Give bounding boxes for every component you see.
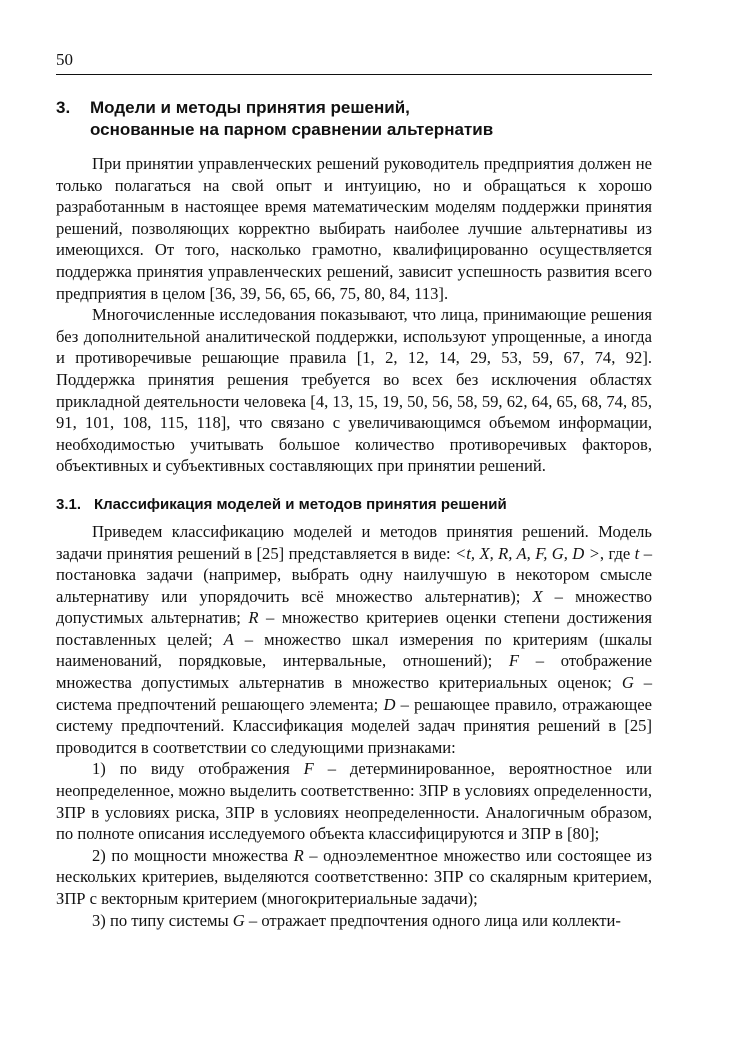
subsection-number: 3.1. (56, 495, 82, 513)
subsection-title: Классификация моделей и методов принятия решений (94, 495, 507, 513)
list-item: 3) по типу системы G – отражает предпочтения одного лица или коллекти- (92, 910, 621, 930)
paragraph: При принятии управленческих решений руководитель предприятия должен не только полагаться на свой опыт и интуицию, но и обращаться к хорошо разработанным в настоящее время математическим моделям поддержки принятия решений, позволяющих корректно выбирать наиболее лучшие альтернативы из имеющихся. От того, насколько грамотно, квалифицированно осуществляется поддержка принятия управленческих решений, зависит успешность развития всего предприятия в целом [36, 39, 56, 65, 66, 75, 80, 84, 113]. (56, 154, 652, 303)
section-title-line2: основанные на парном сравнении альтернатив (90, 120, 494, 139)
section-title-line1: Модели и методы принятия решений, (90, 98, 410, 117)
list-item: 1) по виду отображения F – детерминированное, вероятностное или неопределенное, можно выделить соответственно: ЗПР в условиях определенности, ЗПР в условиях риска, ЗПР в условиях неопределенности. Аналогичным образом, по полноте описания исследуемого объекта классифицируются и ЗПР в [80]; (56, 759, 652, 844)
section-heading (56, 97, 652, 141)
page-number: 50 (56, 50, 652, 75)
list-item: 2) по мощности множества R – одноэлементное множество или состоящее из нескольких критериев, выделяются соответственно: ЗПР со скалярным критерием, ЗПР с векторным критерием (многокритериальные задачи); (56, 845, 652, 908)
subsection-heading (56, 495, 652, 515)
paragraph: Многочисленные исследования показывают, что лица, принимающие решения без дополнительной аналитической поддержки, используют упрощенные, а иногда и противоречивые решающие правила [1, 2, 12, 14, 29, 53, 59, 67, 74, 92]. Поддержка принятия решения требуется во всех без исключения областях прикладной деятельности человека [4, 13, 15, 19, 50, 56, 58, 59, 62, 64, 65, 68, 74, 85, 91, 101, 108, 115, 118], что связано с увеличивающимся объемом информации, необходимостью учитывать большое количество противоречивых факторов, объективных и субъективных составляющих при принятии решений. (56, 305, 652, 476)
section-number: 3. (56, 98, 71, 117)
paragraph-classification: Приведем классификацию моделей и методов принятия решений. Модель задачи принятия решений в [25] представляется в виде: <t, X, R, A, F, G, D >, где t – постановка задачи (например, выбрать одну наилучшую в некотором смысле альтернативу или упорядочить всё множество альтернатив); X – множество допустимых альтернатив; R – множество критериев оценки степени достижения поставленных целей; A – множество шкал измерения по критериям (шкалы наименований, порядковые, интервальные, отношений); F – отображение множества допустимых альтернатив в множество критериальных оценок; G – система предпочтений решающего элемента; D – решающее правило, отражающее систему предпочтений. Классификация моделей задач принятия решений в [25] проводится в соответствии со следующими признаками: (56, 521, 653, 757)
section-title (90, 97, 493, 141)
